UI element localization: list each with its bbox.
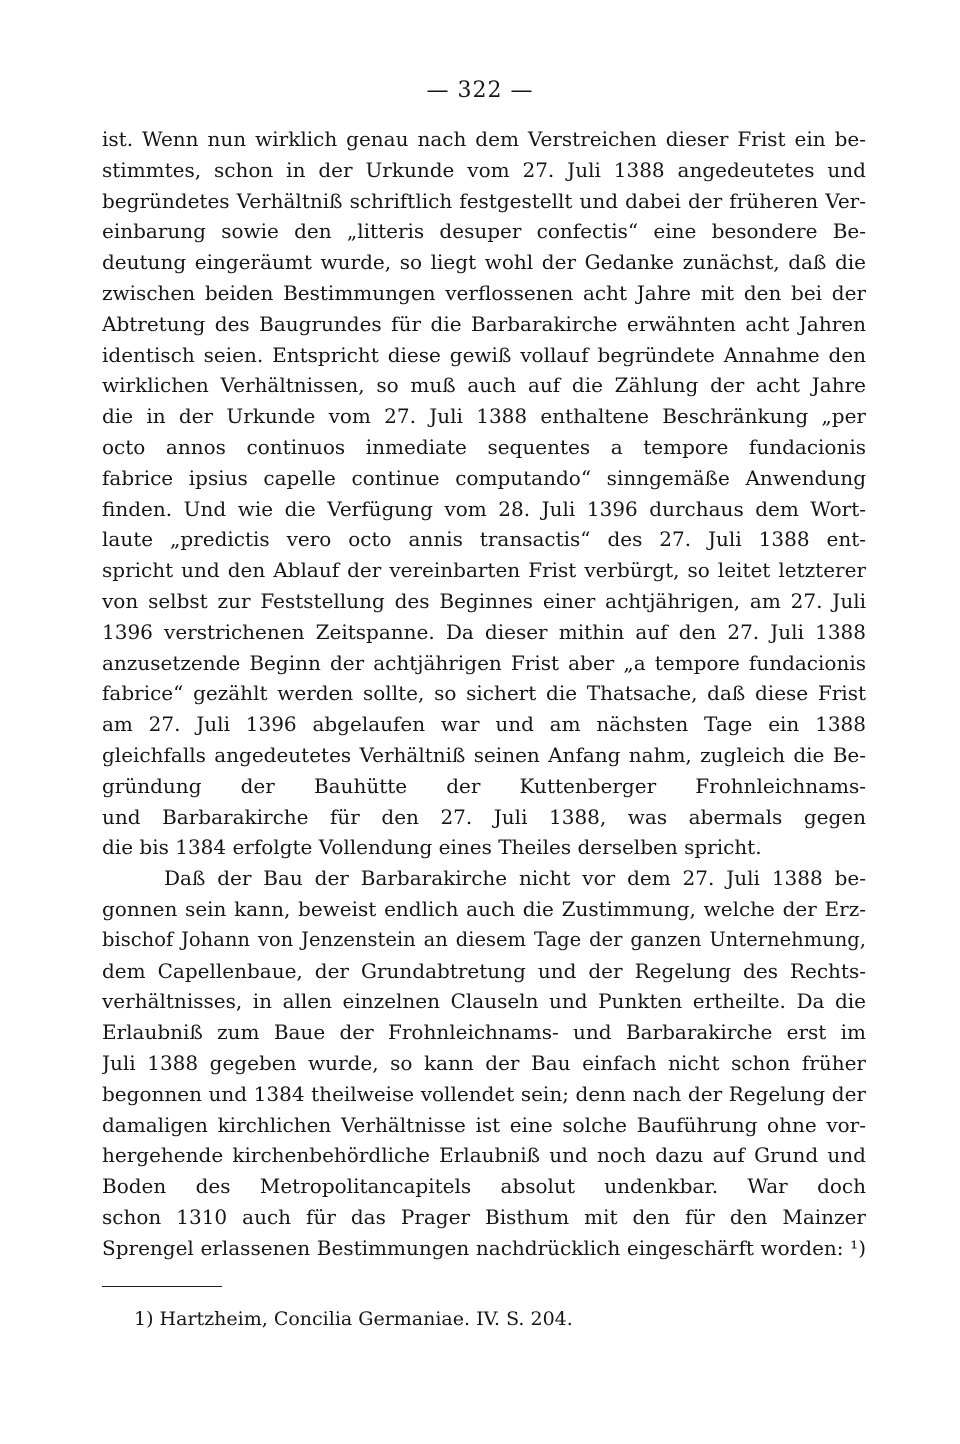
text-line: octo annos continuos inmediate sequentes a tempore fundacionis	[102, 434, 866, 459]
text-line: deutung eingeräumt wurde, so liegt wohl der Gedanke zunächst, daß die	[102, 250, 866, 275]
text-line: zwischen beiden Bestimmungen verflossenen acht Jahre mit den bei der	[102, 280, 866, 305]
text-line: die in der Urkunde vom 27. Juli 1388 enthaltene Beschränkung „per	[102, 404, 866, 429]
text-line: bischof Johann von Jenzenstein an diesem Tage der ganzen Unternehmung,	[102, 927, 866, 951]
text-line: hergehende kirchenbehördliche Erlaubniß und noch dazu auf Grund und	[102, 1143, 866, 1168]
text-line: gleichfalls angedeutetes Verhältniß seinen Anfang nahm, zugleich die Be-	[102, 742, 866, 767]
text-line: 1396 verstrichenen Zeitspanne. Da dieser mithin auf den 27. Juli 1388	[102, 619, 866, 644]
text-line: identisch seien. Entspricht diese gewiß vollauf begründete Annahme den	[102, 342, 866, 367]
text-line: schon 1310 auch für das Prager Bisthum mit den für den Mainzer	[102, 1204, 866, 1229]
text-line: begonnen und 1384 theilweise vollendet sein; denn nach der Regelung der	[102, 1081, 866, 1106]
text-line: dem Capellenbaue, der Grundabtretung und der Regelung des Rechts-	[102, 958, 866, 983]
text-line: begründetes Verhältniß schriftlich festgestellt und dabei der früheren Ver-	[102, 188, 866, 213]
text-line: fabrice ipsius capelle continue computando“ sinngemäße Anwendung	[102, 465, 866, 490]
text-line: Abtretung des Baugrundes für die Barbarakirche erwähnten acht Jahren	[102, 311, 866, 336]
text-line: und Barbarakirche für den 27. Juli 1388, was abermals gegen	[102, 804, 866, 829]
text-line: einbarung sowie den „litteris desuper confectis“ eine besondere Be-	[102, 219, 866, 244]
text-line: damaligen kirchlichen Verhältnisse ist eine solche Bauführung ohne vor-	[102, 1112, 866, 1137]
text-line: stimmtes, schon in der Urkunde vom 27. Juli 1388 angedeutetes und	[102, 157, 866, 182]
text-line: Juli 1388 gegeben wurde, so kann der Bau einfach nicht schon früher	[102, 1050, 866, 1075]
text-line: Boden des Metropolitancapitels absolut undenkbar. War doch	[102, 1174, 866, 1199]
main-text-block	[102, 124, 866, 1263]
text-line: ist. Wenn nun wirklich genau nach dem Verstreichen dieser Frist ein be-	[102, 127, 866, 151]
text-line: laute „predictis vero octo annis transactis“ des 27. Juli 1388 ent-	[102, 527, 866, 552]
text-line: wirklichen Verhältnissen, so muß auch auf die Zählung der acht Jahre	[102, 373, 866, 398]
text-line: anzusetzende Beginn der achtjährigen Frist aber „a tempore fundacionis	[102, 650, 866, 675]
footnote-divider	[102, 1286, 222, 1287]
text-line: gonnen sein kann, beweist endlich auch die Zustimmung, welche der Erz-	[102, 896, 866, 921]
page-number: — 322 —	[426, 78, 534, 103]
text-line: am 27. Juli 1396 abgelaufen war und am nächsten Tage ein 1388	[102, 712, 866, 737]
text-line: fabrice“ gezählt werden sollte, so sichert die Thatsache, daß diese Frist	[102, 681, 866, 706]
footnote: 1) Hartzheim, Concilia Germaniae. IV. S. 204.	[134, 1308, 573, 1330]
text-line: die bis 1384 erfolgte Vollendung eines Theiles derselben spricht.	[102, 835, 762, 860]
text-line: finden. Und wie die Verfügung vom 28. Juli 1396 durchaus dem Wort-	[102, 496, 866, 521]
paragraph-start-line: Daß der Bau der Barbarakirche nicht vor dem 27. Juli 1388 be-	[164, 866, 866, 891]
text-line: gründung der Bauhütte der Kuttenberger Frohnleichnams-	[102, 773, 866, 798]
text-line: verhältnisses, in allen einzelnen Clauseln und Punkten ertheilte. Da die	[102, 989, 866, 1014]
text-line: spricht und den Ablauf der vereinbarten Frist verbürgt, so leitet letzterer	[102, 558, 866, 583]
text-line: Sprengel erlassenen Bestimmungen nachdrücklich eingeschärft worden: ¹)	[102, 1235, 866, 1260]
text-line: von selbst zur Feststellung des Beginnes einer achtjährigen, am 27. Juli	[102, 588, 866, 613]
text-line: Erlaubniß zum Baue der Frohnleichnams- und Barbarakirche erst im	[102, 1020, 866, 1045]
